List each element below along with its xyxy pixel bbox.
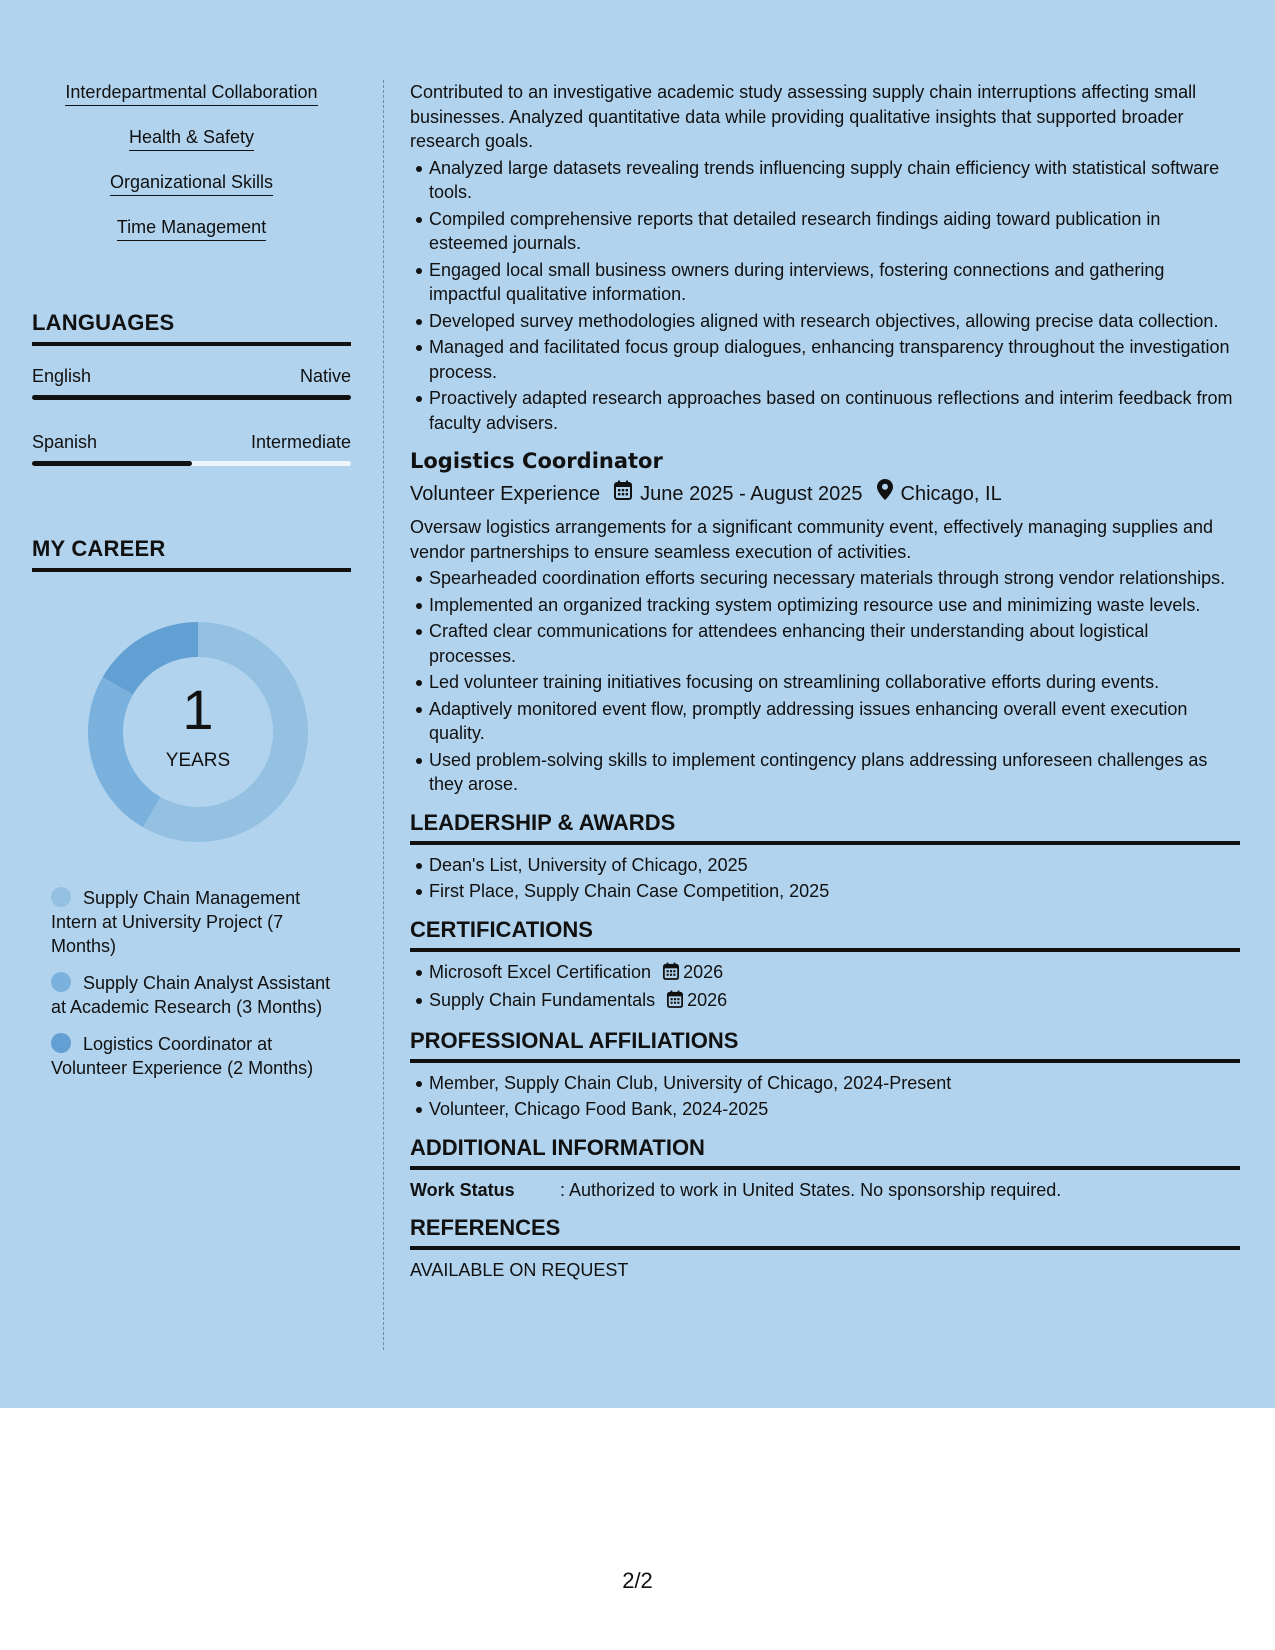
certification-name: Microsoft Excel Certification [429, 961, 652, 982]
language-row [32, 364, 351, 400]
skill-item [32, 80, 351, 125]
leadership-heading: LEADERSHIP & AWARDS [410, 809, 1240, 845]
legend-label: Supply Chain Management Intern at University Project (7 Months) [51, 888, 301, 956]
bullet-item: Engaged local small business owners during interviews, fostering connections and gathering impactful qualitative information. [429, 258, 1240, 307]
bullet-item: Member, Supply Chain Club, University of Chicago, 2024-Present [429, 1071, 1240, 1096]
career-legend [51, 886, 341, 1080]
legend-label: Supply Chain Analyst Assistant at Academic Research (3 Months) [51, 973, 331, 1017]
affiliations-heading: PROFESSIONAL AFFILIATIONS [410, 1027, 1240, 1063]
certification-year: 2026 [683, 961, 724, 982]
map-pin-icon [877, 479, 893, 509]
career-legend-item [51, 886, 341, 958]
skill-item [32, 170, 351, 215]
skill-item [32, 215, 351, 260]
bullet-item: First Place, Supply Chain Case Competition, 2025 [429, 879, 1240, 904]
language-level: Intermediate [250, 432, 351, 452]
career-legend-item [51, 971, 341, 1019]
job-location: Chicago, IL [900, 483, 1002, 505]
bullet-item: Managed and facilitated focus group dialogues, enhancing transparency throughout the investigation process. [429, 335, 1240, 384]
job-dates: June 2025 - August 2025 [640, 483, 863, 505]
bullet-item: Proactively adapted research approaches based on continuous reflections and interim feedback from faculty advisers. [429, 386, 1240, 435]
job-summary: Oversaw logistics arrangements for a significant community event, effectively managing supplies and vendor partnerships to ensure seamless execution of activities. [410, 517, 1214, 562]
language-name: English [32, 366, 92, 386]
job-meta [410, 479, 1240, 509]
language-proficiency-fill [32, 461, 192, 466]
career-donut-chart [78, 612, 318, 852]
skill-item [32, 125, 351, 170]
affiliations-list [429, 1071, 1240, 1122]
languages-heading: LANGUAGES [32, 310, 351, 346]
research-summary: Contributed to an investigative academic study assessing supply chain interruptions affecting small businesses. Analyzed quantitative data while providing qualitative insights that supported broader research goals. [410, 82, 1197, 151]
language-level: Native [299, 366, 351, 386]
skill-label: Time Management [117, 215, 266, 241]
bullet-item: Dean's List, University of Chicago, 2025 [429, 853, 1240, 878]
bullet-item: Crafted clear communications for attendees enhancing their understanding about logistical processes. [429, 619, 1240, 668]
certification-item [429, 988, 1240, 1015]
left-column [32, 80, 351, 1093]
leadership-list [429, 853, 1240, 904]
bullet-item: Adaptively monitored event flow, promptly addressing issues enhancing overall event execution quality. [429, 697, 1240, 746]
work-status-row [410, 1178, 1240, 1203]
certification-year: 2026 [687, 990, 728, 1010]
certification-name: Supply Chain Fundamentals [429, 990, 656, 1010]
languages-section [32, 310, 351, 466]
research-bullets [429, 156, 1240, 436]
legend-dot [51, 1033, 71, 1053]
career-section [32, 536, 351, 1080]
certification-item [429, 960, 1240, 987]
career-years-unit: YEARS [165, 750, 231, 771]
language-row [32, 430, 351, 466]
work-status-label: Work Status [410, 1179, 515, 1200]
bullet-item: Spearheaded coordination efforts securing necessary materials through strong vendor relationships. [429, 566, 1240, 591]
column-divider [383, 80, 384, 1350]
bullet-item: Led volunteer training initiatives focusing on streamlining collaborative efforts during events. [429, 670, 1240, 695]
job-bullets [429, 566, 1240, 797]
bullet-item: Implemented an organized tracking system optimizing resource use and minimizing waste levels. [429, 593, 1240, 618]
job-org: Volunteer Experience [410, 483, 601, 505]
bullet-item: Volunteer, Chicago Food Bank, 2024-2025 [429, 1097, 1240, 1122]
certifications-heading: CERTIFICATIONS [410, 916, 1240, 952]
language-proficiency-bar [32, 461, 351, 466]
skills-list [32, 80, 351, 260]
career-heading: MY CAREER [32, 536, 351, 572]
career-legend-item [51, 1032, 341, 1080]
certifications-list [429, 960, 1240, 1015]
bullet-item: Developed survey methodologies aligned with research objectives, allowing precise data collection. [429, 309, 1240, 334]
work-status-value: : Authorized to work in United States. No sponsorship required. [560, 1179, 1062, 1200]
skill-label: Interdepartmental Collaboration [65, 80, 317, 106]
additional-info-heading: ADDITIONAL INFORMATION [410, 1134, 1240, 1170]
calendar-icon [614, 479, 632, 509]
language-name: Spanish [32, 432, 98, 452]
job-title: Logistics Coordinator [410, 449, 663, 473]
bullet-item: Analyzed large datasets revealing trends influencing supply chain efficiency with statistical software tools. [429, 156, 1240, 205]
calendar-icon [667, 990, 683, 1015]
references-heading: REFERENCES [410, 1214, 1240, 1250]
language-proficiency-bar [32, 395, 351, 400]
skill-label: Health & Safety [129, 125, 254, 151]
legend-dot [51, 887, 71, 907]
page-number: 2/2 [622, 1568, 653, 1593]
legend-label: Logistics Coordinator at Volunteer Experience (2 Months) [51, 1034, 314, 1078]
legend-dot [51, 972, 71, 992]
references-text: AVAILABLE ON REQUEST [410, 1260, 629, 1280]
career-years-number: 1 [182, 678, 214, 741]
bullet-item: Used problem-solving skills to implement contingency plans addressing unforeseen challenges as they arose. [429, 748, 1240, 797]
right-column [410, 80, 1240, 1283]
language-proficiency-fill [32, 395, 351, 400]
calendar-icon [663, 962, 679, 987]
bullet-item: Compiled comprehensive reports that detailed research findings aiding toward publication in esteemed journals. [429, 207, 1240, 256]
skill-label: Organizational Skills [110, 170, 273, 196]
